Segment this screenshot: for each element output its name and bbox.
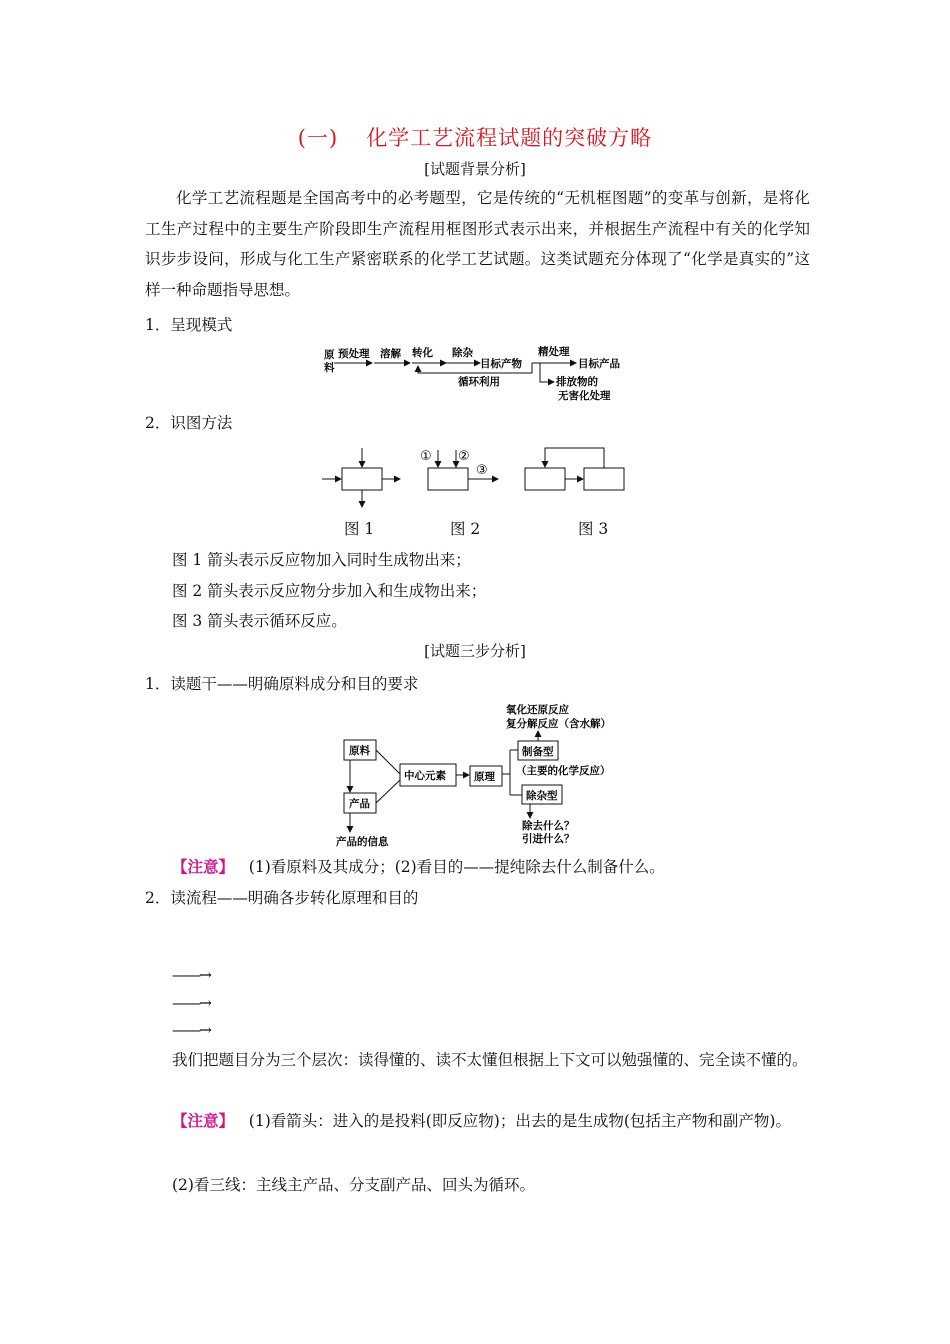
figure-3-diagram xyxy=(525,448,624,490)
title-number: (一) xyxy=(297,126,339,150)
caption-figure-1: 图 1 xyxy=(344,520,375,538)
label-refine: 精处理 xyxy=(538,346,570,358)
label-raw: 原 xyxy=(324,349,335,361)
note-1-text: (1)看原料及其成分；(2)看目的——提纯除去什么制备什么。 xyxy=(248,858,665,876)
step-2-label: 2．读流程——明确各步转化原理和目的 xyxy=(145,889,419,907)
figure-1-diagram xyxy=(322,448,400,507)
arrow-1: ——→ xyxy=(172,966,210,984)
background-paragraph: 化学工艺流程题是全国高考中的必考题型，它是传统的“无机框图题”的变革与创新，是将化工生产过程中的主要生产阶段即生产流程用框图形式表示出来，并根据生产流程中有关的化学知识步步设问，形成与化工生产紧密联系的化学工艺试题。这类试题充分体现了“化学是真实的”这样一种命题指导思想。 xyxy=(145,189,810,299)
label-target-substance: 目标产物 xyxy=(480,358,522,370)
caption-figure-2: 图 2 xyxy=(450,520,481,538)
label-main-reaction: （主要的化学反应） xyxy=(516,765,611,777)
box-principle: 原理 xyxy=(474,771,495,783)
marker-2: ② xyxy=(458,449,470,464)
note-1 xyxy=(172,855,665,877)
note-2-text: (1)看箭头：进入的是投料(即反应物)；出去的是生成物(包括主产物和副产物)。 xyxy=(248,1112,791,1130)
box-center-element: 中心元素 xyxy=(404,770,446,782)
note-2 xyxy=(172,1106,810,1137)
marker-3: ③ xyxy=(476,463,488,478)
box-impurity-removal: 除杂型 xyxy=(526,790,558,802)
section-heading-background: [试题背景分析] xyxy=(424,160,526,178)
label-waste1: 排放物的 xyxy=(556,376,598,388)
box-preparation: 制备型 xyxy=(522,746,554,758)
explain-figure-2: 图 2 箭头表示反应物分步加入和生成物出来； xyxy=(172,582,487,600)
explain-figure-1: 图 1 箭头表示反应物加入同时生成物出来； xyxy=(172,551,471,569)
label-product-info: 产品的信息 xyxy=(336,836,389,848)
item-presentation-mode: 1．呈现模式 xyxy=(145,316,233,334)
arrow-2: ——→ xyxy=(172,994,210,1012)
note-2-tag: 【注意】 xyxy=(172,1111,235,1130)
figures-arrow-meaning xyxy=(320,440,640,510)
page-title xyxy=(0,122,950,152)
label-redox: 氧化还原反应 xyxy=(506,704,569,716)
label-raw2: 料 xyxy=(324,362,335,374)
label-pretreatment: 预处理 xyxy=(338,348,370,360)
note-3: (2)看三线：主线主产品、分支副产品、回头为循环。 xyxy=(172,1176,535,1194)
label-metathesis: 复分解反应（含水解） xyxy=(506,718,611,730)
label-convert: 转化 xyxy=(412,347,433,359)
flow-diagram-presentation xyxy=(318,340,638,406)
three-levels-paragraph: 我们把题目分为三个层次：读得懂的、读不太懂但根据上下文可以勉强懂的、完全读不懂的。 xyxy=(172,1051,808,1069)
label-purify: 除杂 xyxy=(452,347,473,359)
analysis-diagram-stem xyxy=(330,700,630,850)
item-reading-method: 2．识图方法 xyxy=(145,414,233,432)
title-text: 化学工艺流程试题的突破方略 xyxy=(366,126,653,150)
arrow-waste xyxy=(540,363,554,382)
box-raw: 原料 xyxy=(349,745,370,757)
note-1-tag: 【注意】 xyxy=(172,857,235,876)
figure-2-diagram xyxy=(420,449,498,490)
marker-1: ① xyxy=(420,449,432,464)
box-product: 产品 xyxy=(349,798,370,810)
step-1-label: 1．读题干——明确原料成分和目的要求 xyxy=(145,675,419,693)
label-remove-what: 除去什么？ xyxy=(522,820,575,832)
label-introduce-what: 引进什么？ xyxy=(522,833,575,845)
label-dissolve: 溶解 xyxy=(380,348,401,360)
label-target-product: 目标产品 xyxy=(578,358,620,370)
caption-figure-3: 图 3 xyxy=(578,520,609,538)
label-recycle: 循环利用 xyxy=(458,376,500,388)
section-heading-three-steps: [试题三步分析] xyxy=(424,642,526,660)
arrow-3: ——→ xyxy=(172,1021,210,1039)
explain-figure-3: 图 3 箭头表示循环反应。 xyxy=(172,612,347,630)
label-waste2: 无害化处理 xyxy=(558,390,611,402)
